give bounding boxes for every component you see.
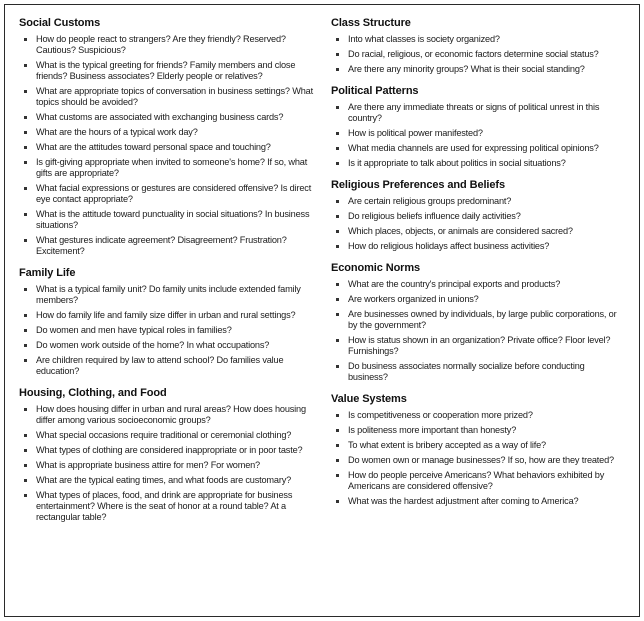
bullet-icon bbox=[336, 68, 339, 71]
question-text: Are there any immediate threats or signs of political unrest in this country? bbox=[348, 102, 600, 123]
question-text: Are businesses owned by individuals, by large public corporations, or by the government? bbox=[348, 309, 617, 330]
bullet-icon bbox=[24, 146, 27, 149]
question-text: What types of clothing are considered inappropriate or in poor taste? bbox=[36, 445, 303, 455]
question-item bbox=[331, 496, 626, 507]
bullet-icon bbox=[24, 116, 27, 119]
question-text: How do people perceive Americans? What behaviors exhibited by Americans are considered offensive? bbox=[348, 470, 605, 491]
question-item bbox=[19, 284, 314, 306]
right-column bbox=[331, 15, 626, 606]
question-item bbox=[331, 279, 626, 290]
question-text: What media channels are used for expressing political opinions? bbox=[348, 143, 599, 153]
section-title: Class Structure bbox=[331, 17, 411, 29]
question-item bbox=[331, 361, 626, 383]
question-item bbox=[19, 475, 314, 486]
question-text: What gestures indicate agreement? Disagreement? Frustration? Excitement? bbox=[36, 235, 287, 256]
question-text: Are there any minority groups? What is their social standing? bbox=[348, 64, 585, 74]
question-text: What are the attitudes toward personal space and touching? bbox=[36, 142, 271, 152]
question-text: What was the hardest adjustment after coming to America? bbox=[348, 496, 579, 506]
question-text: Is politeness more important than honesty? bbox=[348, 425, 517, 435]
question-text: How do people react to strangers? Are they friendly? Reserved? Cautious? Suspicious? bbox=[36, 34, 286, 55]
question-text: How is political power manifested? bbox=[348, 128, 483, 138]
question-text: What are appropriate topics of conversation in business settings? What topics should be avoided? bbox=[36, 86, 313, 107]
question-item bbox=[19, 325, 314, 336]
question-item bbox=[19, 490, 314, 523]
question-item bbox=[331, 440, 626, 451]
question-text: Is it appropriate to talk about politics in social situations? bbox=[348, 158, 566, 168]
question-item bbox=[331, 455, 626, 466]
question-text: Do women work outside of the home? In what occupations? bbox=[36, 340, 270, 350]
bullet-icon bbox=[336, 106, 339, 109]
question-list bbox=[19, 284, 314, 377]
question-text: What is the attitude toward punctuality in social situations? In business situations? bbox=[36, 209, 310, 230]
question-item bbox=[331, 470, 626, 492]
question-item bbox=[19, 157, 314, 179]
bullet-icon bbox=[24, 479, 27, 482]
bullet-icon bbox=[336, 147, 339, 150]
question-item bbox=[331, 335, 626, 357]
question-item bbox=[331, 241, 626, 252]
question-list bbox=[331, 102, 626, 169]
section-title: Religious Preferences and Beliefs bbox=[331, 179, 505, 191]
question-text: What types of places, food, and drink are appropriate for business entertainment? Where is the seat of honor at a round table? At a rectangular table? bbox=[36, 490, 293, 522]
section bbox=[331, 85, 626, 169]
question-list bbox=[19, 34, 314, 257]
question-list bbox=[331, 279, 626, 383]
question-item bbox=[19, 310, 314, 321]
bullet-icon bbox=[24, 64, 27, 67]
bullet-icon bbox=[336, 313, 339, 316]
question-text: Are certain religious groups predominant? bbox=[348, 196, 512, 206]
question-item bbox=[331, 128, 626, 139]
bullet-icon bbox=[336, 500, 339, 503]
bullet-icon bbox=[24, 344, 27, 347]
question-item bbox=[331, 196, 626, 207]
question-item bbox=[331, 49, 626, 60]
question-text: What facial expressions or gestures are considered offensive? Is direct eye contact appropriate? bbox=[36, 183, 312, 204]
question-list bbox=[331, 196, 626, 252]
bullet-icon bbox=[24, 288, 27, 291]
question-item bbox=[19, 34, 314, 56]
section bbox=[331, 179, 626, 252]
bullet-icon bbox=[336, 245, 339, 248]
bullet-icon bbox=[24, 314, 27, 317]
question-item bbox=[331, 102, 626, 124]
bullet-icon bbox=[336, 365, 339, 368]
question-item bbox=[19, 460, 314, 471]
question-text: Is competitiveness or cooperation more prized? bbox=[348, 410, 533, 420]
section-title: Family Life bbox=[19, 267, 76, 279]
question-text: Are children required by law to attend school? Do families value education? bbox=[36, 355, 284, 376]
question-list bbox=[19, 404, 314, 523]
question-item bbox=[19, 112, 314, 123]
question-item bbox=[331, 143, 626, 154]
bullet-icon bbox=[24, 131, 27, 134]
section bbox=[19, 267, 314, 377]
question-text: How do family life and family size differ in urban and rural settings? bbox=[36, 310, 296, 320]
question-item bbox=[331, 425, 626, 436]
bullet-icon bbox=[24, 239, 27, 242]
bullet-icon bbox=[24, 38, 27, 41]
bullet-icon bbox=[24, 494, 27, 497]
question-list bbox=[331, 410, 626, 507]
left-column bbox=[19, 15, 314, 606]
question-text: How do religious holidays affect business activities? bbox=[348, 241, 550, 251]
bullet-icon bbox=[336, 38, 339, 41]
question-text: What are the typical eating times, and what foods are customary? bbox=[36, 475, 292, 485]
question-item bbox=[331, 158, 626, 169]
bullet-icon bbox=[336, 339, 339, 342]
section bbox=[19, 17, 314, 257]
bullet-icon bbox=[24, 359, 27, 362]
question-text: What is appropriate business attire for men? For women? bbox=[36, 460, 260, 470]
question-item bbox=[19, 60, 314, 82]
question-text: What is the typical greeting for friends? Family members and close friends? Business associates? Elderly people or relatives? bbox=[36, 60, 296, 81]
bullet-icon bbox=[336, 444, 339, 447]
bullet-icon bbox=[24, 161, 27, 164]
question-item bbox=[331, 64, 626, 75]
question-item bbox=[331, 294, 626, 305]
question-text: What are the country's principal exports and products? bbox=[348, 279, 561, 289]
question-item bbox=[19, 127, 314, 138]
question-text: Do women and men have typical roles in families? bbox=[36, 325, 232, 335]
bullet-icon bbox=[336, 230, 339, 233]
question-list bbox=[331, 34, 626, 75]
question-text: Is gift-giving appropriate when invited to someone's home? If so, what gifts are appropriate? bbox=[36, 157, 308, 178]
question-item bbox=[331, 410, 626, 421]
bullet-icon bbox=[336, 200, 339, 203]
question-text: Into what classes is society organized? bbox=[348, 34, 500, 44]
question-text: Do racial, religious, or economic factors determine social status? bbox=[348, 49, 599, 59]
bullet-icon bbox=[336, 298, 339, 301]
bullet-icon bbox=[336, 53, 339, 56]
bullet-icon bbox=[24, 329, 27, 332]
section-title: Economic Norms bbox=[331, 262, 421, 274]
bullet-icon bbox=[336, 474, 339, 477]
question-item bbox=[19, 86, 314, 108]
section-title: Social Customs bbox=[19, 17, 101, 29]
bullet-icon bbox=[24, 449, 27, 452]
question-text: To what extent is bribery accepted as a way of life? bbox=[348, 440, 546, 450]
question-text: Do business associates normally socialize before conducting business? bbox=[348, 361, 585, 382]
question-item bbox=[331, 309, 626, 331]
question-item bbox=[19, 209, 314, 231]
question-item bbox=[19, 404, 314, 426]
question-item bbox=[19, 355, 314, 377]
question-item bbox=[331, 211, 626, 222]
section-title: Political Patterns bbox=[331, 85, 419, 97]
bullet-icon bbox=[24, 464, 27, 467]
question-text: What are the hours of a typical work day? bbox=[36, 127, 198, 137]
question-item bbox=[331, 226, 626, 237]
section bbox=[19, 387, 314, 523]
bullet-icon bbox=[336, 414, 339, 417]
question-item bbox=[331, 34, 626, 45]
question-text: What customs are associated with exchanging business cards? bbox=[36, 112, 284, 122]
bullet-icon bbox=[336, 132, 339, 135]
question-item bbox=[19, 340, 314, 351]
question-text: Do women own or manage businesses? If so, how are they treated? bbox=[348, 455, 614, 465]
question-item bbox=[19, 430, 314, 441]
bullet-icon bbox=[24, 90, 27, 93]
section bbox=[331, 393, 626, 507]
section-title: Housing, Clothing, and Food bbox=[19, 387, 167, 399]
bullet-icon bbox=[24, 187, 27, 190]
bullet-icon bbox=[336, 459, 339, 462]
question-text: Which places, objects, or animals are considered sacred? bbox=[348, 226, 573, 236]
worksheet-page bbox=[4, 4, 640, 617]
bullet-icon bbox=[336, 215, 339, 218]
question-item bbox=[19, 183, 314, 205]
question-text: Are workers organized in unions? bbox=[348, 294, 479, 304]
section-title: Value Systems bbox=[331, 393, 407, 405]
question-text: How does housing differ in urban and rural areas? How does housing differ among various socioeconomic groups? bbox=[36, 404, 306, 425]
bullet-icon bbox=[336, 283, 339, 286]
question-text: Do religious beliefs influence daily activities? bbox=[348, 211, 521, 221]
bullet-icon bbox=[24, 434, 27, 437]
question-item bbox=[19, 445, 314, 456]
question-item bbox=[19, 235, 314, 257]
question-text: How is status shown in an organization? Private office? Floor level? Furnishings? bbox=[348, 335, 611, 356]
bullet-icon bbox=[24, 213, 27, 216]
section bbox=[331, 262, 626, 383]
bullet-icon bbox=[24, 408, 27, 411]
bullet-icon bbox=[336, 429, 339, 432]
two-column-layout bbox=[19, 15, 626, 606]
bullet-icon bbox=[336, 162, 339, 165]
section bbox=[331, 17, 626, 75]
question-text: What is a typical family unit? Do family units include extended family members? bbox=[36, 284, 301, 305]
question-text: What special occasions require traditional or ceremonial clothing? bbox=[36, 430, 292, 440]
question-item bbox=[19, 142, 314, 153]
